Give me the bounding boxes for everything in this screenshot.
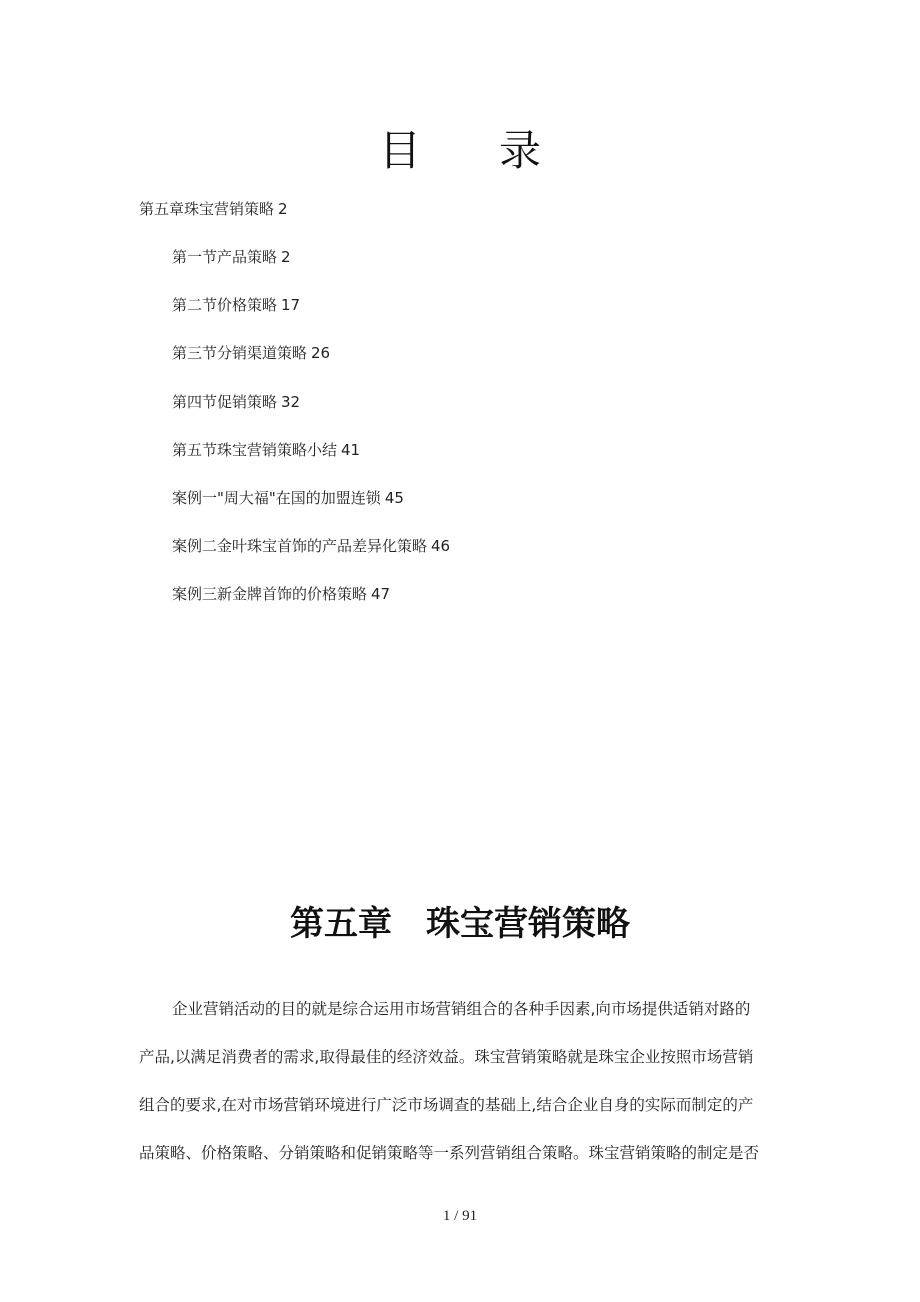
toc-entry-page: 47 xyxy=(371,585,391,603)
toc-entry-page: 2 xyxy=(281,248,291,266)
toc-entry-label: 案例二金叶珠宝首饰的产品差异化策略 xyxy=(172,537,428,555)
toc-entry-page: 45 xyxy=(384,489,404,507)
toc-entry-label: 第五章珠宝营销策略 xyxy=(139,200,275,218)
table-of-contents xyxy=(0,0,920,620)
toc-entry-page: 32 xyxy=(281,393,301,411)
paragraph-line: 产品,以满足消费者的需求,取得最佳的经济效益。珠宝营销策略就是珠宝企业按照市场营销 xyxy=(139,1048,754,1066)
body-paragraph xyxy=(139,990,782,1182)
toc-entry-page: 2 xyxy=(278,200,288,218)
toc-entry-case-2[interactable] xyxy=(172,536,450,556)
toc-entry-page: 17 xyxy=(281,296,301,314)
paragraph-line: 企业营销活动的目的就是综合运用市场营销组合的各种手因素,向市场提供适销对路的 xyxy=(172,1000,751,1018)
toc-entry-section-1[interactable] xyxy=(172,247,291,267)
chapter-heading xyxy=(0,899,920,949)
toc-title-char-1: 目 xyxy=(378,126,421,175)
toc-entry-label: 第二节价格策略 xyxy=(172,296,278,314)
toc-entry-case-1[interactable] xyxy=(172,488,404,508)
chapter-number: 第五章 xyxy=(290,904,392,944)
toc-entry-page: 41 xyxy=(341,441,361,459)
page-number: 1 / 91 xyxy=(442,1208,478,1224)
paragraph-line: 品策略、价格策略、分销策略和促销策略等一系列营销组合策略。珠宝营销策略的制定是否 xyxy=(139,1144,760,1162)
toc-title-char-2: 录 xyxy=(499,126,542,175)
toc-entry-section-2[interactable] xyxy=(172,295,300,315)
chapter-name: 珠宝营销策略 xyxy=(426,904,630,944)
paragraph-line: 组合的要求,在对市场营销环境进行广泛市场调查的基础上,结合企业自身的实际而制定的产 xyxy=(139,1096,754,1114)
toc-entry-page: 26 xyxy=(311,344,331,362)
toc-entry-label: 第四节促销策略 xyxy=(172,393,278,411)
toc-entry-section-3[interactable] xyxy=(172,343,330,363)
toc-entry-page: 46 xyxy=(431,537,451,555)
toc-entry-chapter-5[interactable] xyxy=(139,199,288,219)
toc-entry-label: 第三节分销渠道策略 xyxy=(172,344,308,362)
toc-entry-label: 第一节产品策略 xyxy=(172,248,278,266)
toc-entry-case-3[interactable] xyxy=(172,584,390,604)
toc-entry-label: 案例一"周大福"在国的加盟连锁 xyxy=(172,489,381,507)
toc-entry-section-4[interactable] xyxy=(172,392,300,412)
toc-entry-section-5[interactable] xyxy=(172,440,360,460)
toc-entry-label: 第五节珠宝营销策略小结 xyxy=(172,441,338,459)
toc-entry-label: 案例三新金牌首饰的价格策略 xyxy=(172,585,368,603)
